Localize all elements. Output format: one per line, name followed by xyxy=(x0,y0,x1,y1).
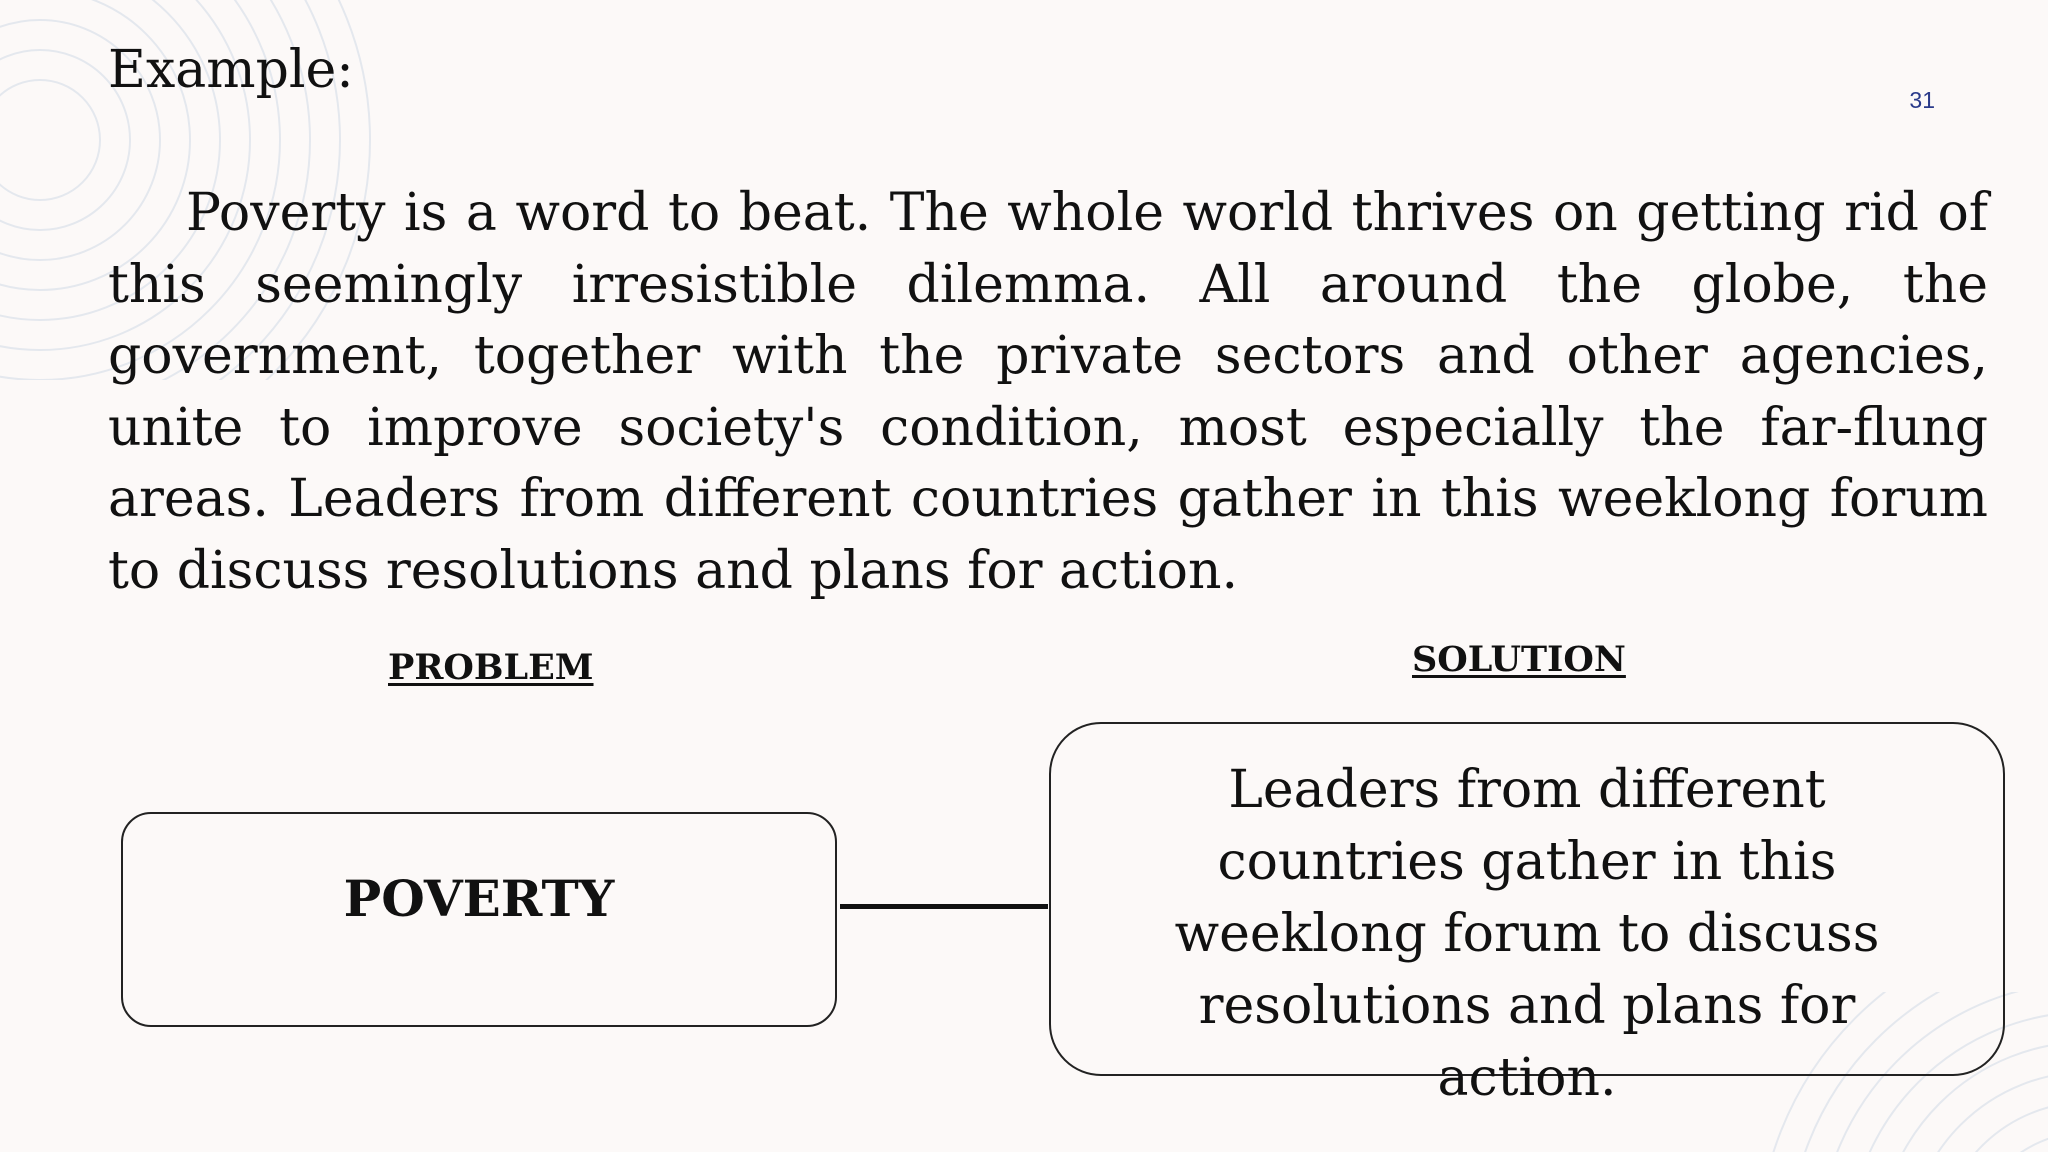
page-number: 31 xyxy=(1909,87,1935,113)
solution-box xyxy=(1049,722,2005,1108)
connector-line xyxy=(840,904,1048,909)
example-paragraph: Poverty is a word to beat. The whole world thrives on getting rid of this seemingly irresistible dilemma. All around the globe, the government, together with the private sectors and other agencies, unite to improve society's condition, most especially the far-flung areas. Leaders from different countries gather in this weeklong forum to discuss resolutions and plans for action. xyxy=(108,183,1988,601)
slide-heading: Example: xyxy=(108,40,354,100)
solution-text: Leaders from different countries gather in this weeklong forum to discuss resolutions and plans for action. xyxy=(1174,760,1880,1108)
problem-label: PROBLEM xyxy=(388,647,594,688)
problem-box xyxy=(121,812,837,1027)
problem-text: POVERTY xyxy=(343,869,615,928)
solution-label: SOLUTION xyxy=(1412,639,1626,680)
